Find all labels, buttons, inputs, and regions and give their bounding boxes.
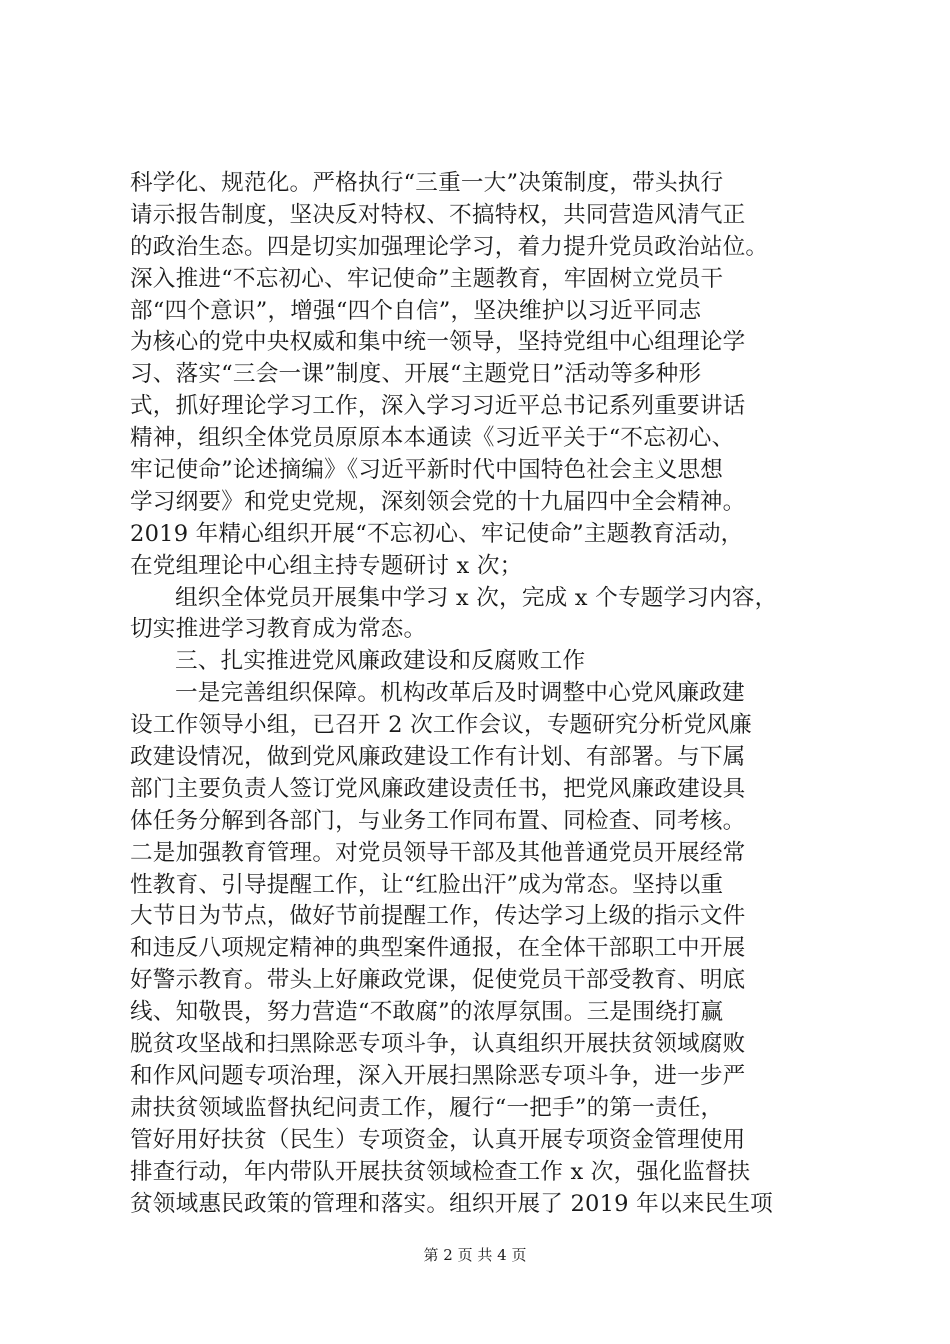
section-heading: 三、扎实推进党风廉政建设和反腐败工作 xyxy=(175,648,586,675)
text-line: 设工作领导小组，已召开 2 次工作会议，专题研究分析党风廉 xyxy=(130,712,752,739)
text-line: 学习纲要》和党史党规，深刻领会党的十九届四中全会精神。 xyxy=(130,488,746,515)
page-number-footer: 第 2 页 共 4 页 xyxy=(423,1246,527,1264)
text-line: 为核心的党中央权威和集中统一领导，坚持党组中心组理论学 xyxy=(130,329,746,356)
text-line: 在党组理论中心组主持专题研讨 x 次； xyxy=(130,552,523,579)
text-line: 脱贫攻坚战和扫黑除恶专项斗争，认真组织开展扶贫领域腐败 xyxy=(130,1031,746,1058)
text-line: 精神，组织全体党员原原本本通读《习近平关于“不忘初心、 xyxy=(130,425,735,452)
text-line: 贫领域惠民政策的管理和落实。组织开展了 2019 年以来民生项 xyxy=(130,1190,773,1217)
text-line: 肃扶贫领域监督执纪问责工作，履行“一把手”的第一责任， xyxy=(130,1094,724,1121)
text-line: 大节日为节点，做好节前提醒工作，传达学习上级的指示文件 xyxy=(130,903,746,930)
text-line: 体任务分解到各部门，与业务工作同布置、同检查、同考核。 xyxy=(130,807,746,834)
text-line: 的政治生态。四是切实加强理论学习，着力提升党员政治站位。 xyxy=(130,233,769,260)
text-line: 请示报告制度，坚决反对特权、不搞特权，共同营造风清气正 xyxy=(130,201,746,228)
text-line: 管好用好扶贫（民生）专项资金，认真开展专项资金管理使用 xyxy=(130,1126,746,1153)
text-line: 2019 年精心组织开展“不忘初心、牢记使命”主题教育活动， xyxy=(130,520,744,547)
text-line: 部“四个意识”，增强“四个自信”，坚决维护以习近平同志 xyxy=(130,297,702,324)
text-line: 式，抓好理论学习工作，深入学习习近平总书记系列重要讲话 xyxy=(130,393,746,420)
text-line: 部门主要负责人签订党风廉政建设责任书，把党风廉政建设具 xyxy=(130,775,746,802)
text-line: 政建设情况，做到党风廉政建设工作有计划、有部署。与下属 xyxy=(130,744,746,771)
document-body xyxy=(130,168,830,1220)
text-line: 深入推进“不忘初心、牢记使命”主题教育，牢固树立党员干 xyxy=(130,265,724,292)
paragraph-first-line: 一是完善组织保障。机构改革后及时调整中心党风廉政建 xyxy=(175,680,745,707)
text-line: 牢记使命”论述摘编》《习近平新时代中国特色社会主义思想 xyxy=(130,457,724,484)
text-line: 排查行动，年内带队开展扶贫领域检查工作 x 次，强化监督扶 xyxy=(130,1158,751,1185)
paragraph-first-line: 组织全体党员开展集中学习 x 次，完成 x 个专题学习内容， xyxy=(175,584,778,611)
text-line: 和违反八项规定精神的典型案件通报，在全体干部职工中开展 xyxy=(130,935,746,962)
text-line: 线、知敬畏，努力营造“不敢腐”的浓厚氛围。三是围绕打赢 xyxy=(130,999,724,1026)
text-line: 二是加强教育管理。对党员领导干部及其他普通党员开展经常 xyxy=(130,839,746,866)
text-line: 切实推进学习教育成为常态。 xyxy=(130,616,427,643)
text-line: 好警示教育。带头上好廉政党课，促使党员干部受教育、明底 xyxy=(130,967,746,994)
text-line: 性教育、引导提醒工作，让“红脸出汗”成为常态。坚持以重 xyxy=(130,871,724,898)
text-line: 习、落实“三会一课”制度、开展“主题党日”活动等多种形 xyxy=(130,361,702,388)
text-line: 科学化、规范化。严格执行“三重一大”决策制度，带头执行 xyxy=(130,170,724,196)
text-line: 和作风问题专项治理，深入开展扫黑除恶专项斗争，进一步严 xyxy=(130,1062,746,1089)
